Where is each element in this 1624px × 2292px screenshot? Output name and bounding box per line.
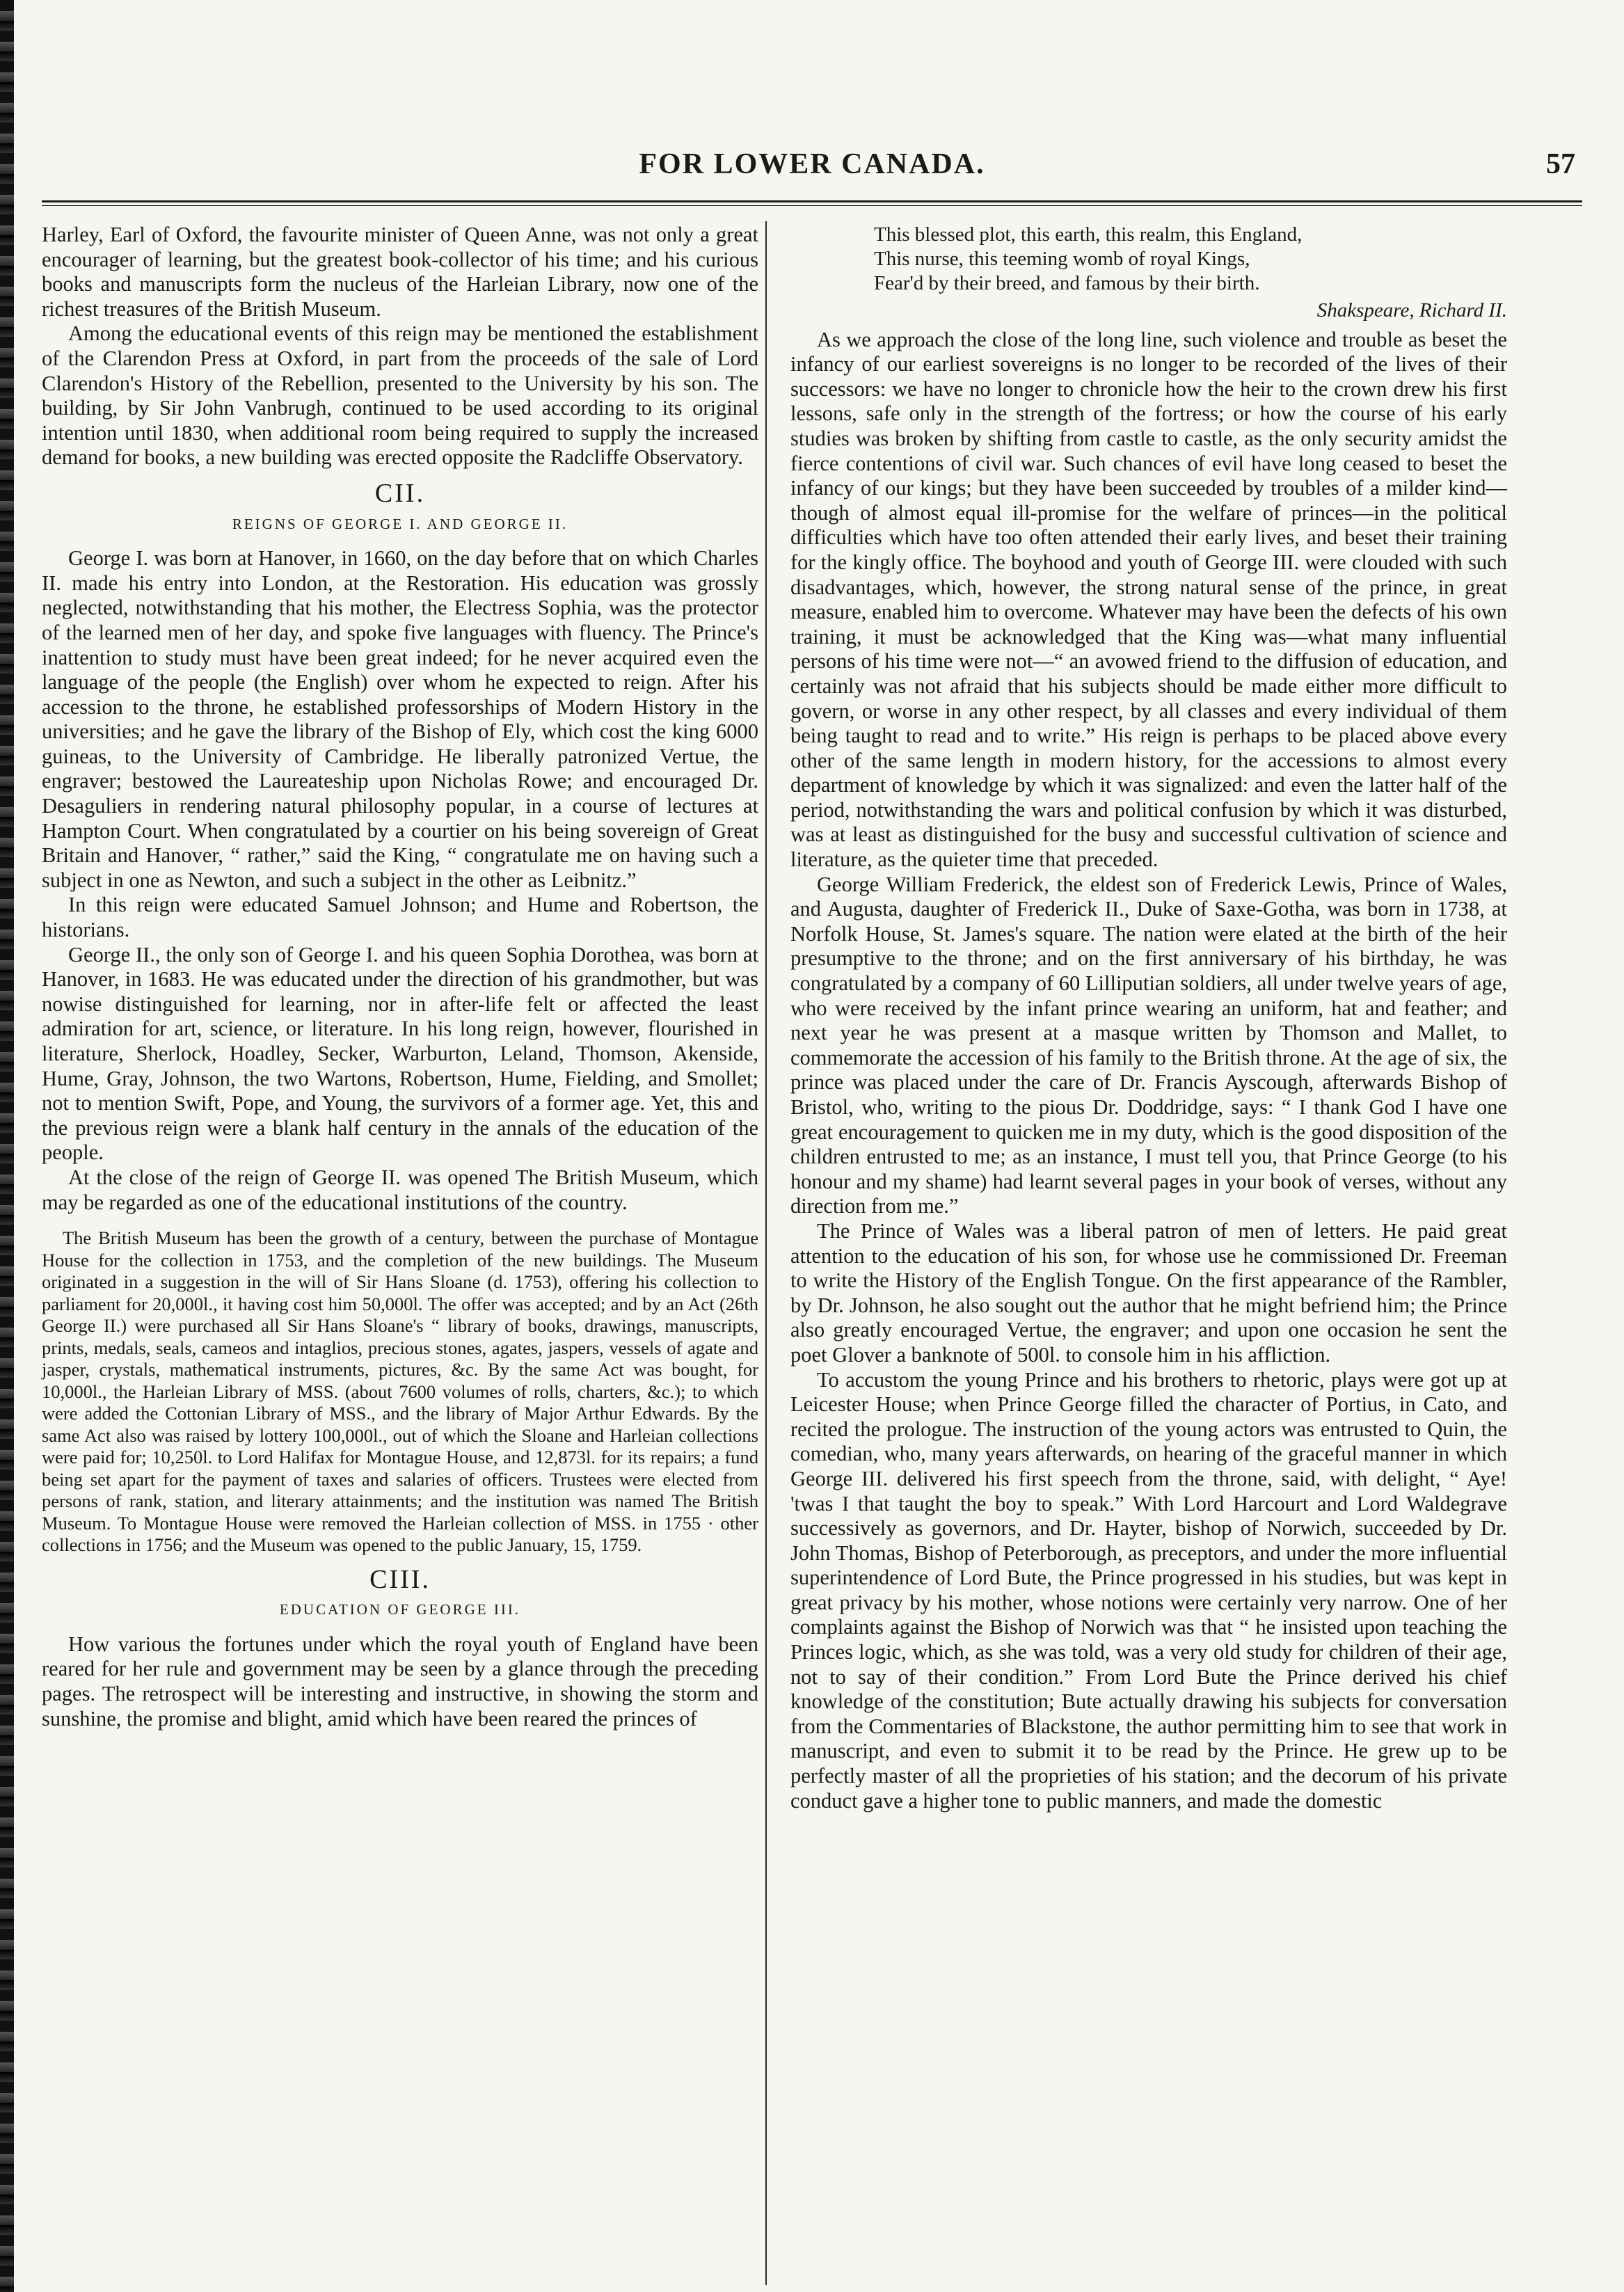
paragraph: As we approach the close of the long line, such violence and trouble as beset the infancy of our earliest sovereigns is no longer to be recorded of the lives of their successors: we have no longer to chronicle how the heir to the crown drew his first lessons, safe only in the strength of the fortress; or how the course of his early studies was broken by shifting from castle to castle, as the only security amidst the fierce contentions of civil war. Such chances of evil have long ceased to beset the infancy of our kings; but they have been succeeded by troubles of a milder kind—though of almost equal ill-promise for the welfare of princes—in the political difficulties which have too often attended their early lives, and beset their training for the kingly office. The boyhood and youth of George III. were clouded with such disadvantages, which, however, the strong natural sense of the prince, in great measure, enabled him to overcome. Whatever may have been the defects of his own training, it must be acknowledged that the King was—what many influential persons of his time were not—“ an avowed friend to the diffusion of education, and certainly was not afraid that his subjects should be made either more difficult to govern, or worse in any other respect, by all classes and every individual of them being taught to read and to write.” His reign is perhaps to be placed above every other of the same length in modern history, for the accessions to almost every department of knowledge by which it was signalized: and even the latter half of the period, notwithstanding the wars and political confusion by which it was disturbed, was at least as distinguished for the busy and successful cultivation of science and literature, as the quieter time that preceded.	[790, 327, 1507, 872]
footnote	[42, 1227, 758, 1557]
paragraph: George II., the only son of George I. and his queen Sophia Dorothea, was born at Hanover, in 1683. He was educated under the direction of his grandmother, but was nowise distinguished for learning, nor in after-life felt or affected the least admiration for art, science, or literature. In his long reign, however, flourished in literature, Sherlock, Hoadley, Secker, Warburton, Leland, Thomson, Akenside, Hume, Gray, Johnson, the two Wartons, Robertson, Hume, Fielding, and Smollet; not to mention Swift, Pope, and Young, the survivors of a former age. Yet, this and the previous reign were a blank half century in the annals of the education of the people.	[42, 942, 758, 1165]
verse-line: This nurse, this teeming womb of royal Kings,	[874, 248, 1250, 270]
paragraph: To accustom the young Prince and his brothers to rhetoric, plays were got up at Leicester House; when Prince George filled the character of Portius, in Cato, and recited the prologue. The instruction of the young actors was entrusted to Quin, the comedian, who, many years afterwards, on hearing of the graceful manner in which George III. delivered his first speech from the throne, said, with delight, “ Aye! 'twas I that taught the boy to speak.” With Lord Harcourt and Lord Waldegrave successively as governors, and Dr. Hayter, bishop of Norwich, succeeded by Dr. John Thomas, Bishop of Peterborough, as preceptors, and under the more influential superintendence of Lord Bute, the Prince progressed in his studies, but was kept in great privacy by his mother, whose notions were certainly very narrow. One of her complaints against the Bishop of Norwich was that “ he insisted upon teaching the Princes logic, which, as she was told, was a very old study for children of their age, not to say of their condition.” From Lord Bute the Prince derived his chief knowledge of the constitution; Bute actually drawing his subjects for conversation from the Commentaries of Blackstone, the author permitting him to see that work in manuscript, and even to submit it to be read by the Prince. He grew up to be perfectly master of all the proprieties of his station; and the decorum of his private conduct gave a higher tone to public manners, and made the domestic	[790, 1367, 1507, 1813]
footnote-text: The British Museum has been the growth of a century, between the purchase of Montague House for the collection in 1753, and the completion of the new buildings. The Museum originated in a suggestion in the will of Sir Hans Sloane (d. 1753), offering his collection to parliament for 20,000l., it having cost him 50,000l. The offer was accepted; and by an Act (26th George II.) were purchased all Sir Hans Sloane's “ library of books, drawings, manuscripts, prints, medals, seals, cameos and intaglios, precious stones, agates, jaspers, vessels of agate and jasper, crystals, mathematical instruments, pictures, &c. By the same Act was bought, for 10,000l., the Harleian Library of MSS. (about 7600 volumes of rolls, charters, &c.); to which were added the Cottonian Library of MSS., and the library of Major Arthur Edwards. By the same Act also was raised by lottery 100,000l., out of which the Sloane and Harleian collections were paid for; 10,250l. to Lord Halifax for Montague House, and 12,873l. for its repairs; a fund being set apart for the payment of taxes and salaries of officers. Trustees were elected from persons of rank, station, and literary attainments; and the institution was named The British Museum. To Montague House were removed the Harleian collection of MSS. in 1755 · other collections in 1756; and the Museum was opened to the public January, 15, 1759.	[42, 1227, 758, 1556]
page-number: 57	[1546, 148, 1575, 180]
verse-quote	[790, 223, 1507, 296]
scan-edge	[0, 0, 14, 2292]
paragraph: At the close of the reign of George II. was opened The British Museum, which may be regarded as one of the educational institutions of the country.	[42, 1165, 758, 1214]
paragraph: Among the educational events of this reign may be mentioned the establishment of the Clarendon Press at Oxford, in part from the proceeds of the sale of Lord Clarendon's History of the Rebellion, presented to the University by his son. The building, by Sir John Vanbrugh, continued to be used according to its original intention until 1830, when additional room being required to supply the increased demand for books, a new building was erected opposite the Radcliffe Observatory.	[42, 321, 758, 470]
paragraph: The Prince of Wales was a liberal patron of men of letters. He paid great attention to the education of his son, for whose use he commissioned Dr. Freeman to write the History of the English Tongue. On the first appearance of the Rambler, by Dr. Johnson, he also sought out the author that he might befriend him; the Prince also greatly encouraged Vertue, the engraver; and upon one occasion he sent the poet Glover a banknote of 500l. to console him in his affliction.	[790, 1218, 1507, 1367]
section-title: REIGNS OF GEORGE I. AND GEORGE II.	[232, 515, 568, 532]
right-column	[790, 223, 1507, 1813]
paragraph: Harley, Earl of Oxford, the favourite minister of Queen Anne, was not only a great encourager of learning, but the greatest book-collector of his time; and his curious books and manuscripts form the nucleus of the Harleian Library, now one of the richest treasures of the British Museum.	[42, 223, 758, 321]
paragraph: George I. was born at Hanover, in 1660, on the day before that on which Charles II. made his entry into London, at the Restoration. His education was grossly neglected, notwithstanding that his mother, the Electress Sophia, was the protector of the learned men of her day, and spoke five languages with fluency. The Prince's inattention to study must have been great indeed; for he never acquired even the language of the people (the English) over whom he expected to reign. After his accession to the throne, he established professorships of Modern History in the universities; and he gave the library of the Bishop of Ely, which cost the king 6000 guineas, to the University of Cambridge. He liberally patronized Vertue, the engraver; bestowed the Laureateship upon Nicholas Rowe; and encouraged Dr. Desaguliers in rendering natural philosophy popular, in a course of lectures at Hampton Court. When congratulated by a courtier on his being sovereign of Great Britain and Hanover, “ rather,” said the King, “ congratulate me on having such a subject in one as Newton, and such a subject in the other as Leibnitz.”	[42, 546, 758, 892]
paragraph: George William Frederick, the eldest son of Frederick Lewis, Prince of Wales, and Augusta, daughter of Frederick II., Duke of Saxe-Gotha, was born in 1738, at Norfolk House, St. James's square. The nation were elated at the birth of the heir presumptive to the throne; and on the first anniversary of his birthday, he was congratulated by a company of 60 Lilliputian soldiers, all under twelve years of age, who were received by the infant prince wearing an uniform, hat and feather; and next year he was present at a masque written by Thomson and Mallet, to commemorate the accession of his family to the British throne. At the age of six, the prince was placed under the care of Dr. Francis Ayscough, afterwards Bishop of Bristol, who, writing to the pious Dr. Doddridge, says: “ I thank God I have one great encouragement to quicken me in my duty, which is the good disposition of the children entrusted to me; as an instance, I must tell you, that Prince George (to his honour and my shame) had learnt several pages in your book of verses, without any direction from me.”	[790, 872, 1507, 1218]
verse-line: This blessed plot, this earth, this realm, this England,	[874, 223, 1303, 246]
section-title: EDUCATION OF GEORGE III.	[279, 1601, 521, 1618]
header-rule	[42, 200, 1582, 206]
verse-line: Fear'd by their breed, and famous by their birth.	[874, 272, 1260, 294]
paragraph: How various the fortunes under which the royal youth of England have been reared for her rule and government may be seen by a glance through the preceding pages. The retrospect will be interesting and instructive, in showing the storm and sunshine, the promise and blight, amid which have been reared the princes of	[42, 1632, 758, 1730]
paragraph: In this reign were educated Samuel Johnson; and Hume and Robertson, the historians.	[42, 893, 758, 942]
column-divider	[765, 221, 767, 2285]
section-number: CIII.	[369, 1564, 431, 1594]
section-number: CII.	[374, 478, 426, 508]
left-column	[42, 223, 758, 1731]
page-header	[42, 139, 1582, 195]
running-title: FOR LOWER CANADA.	[639, 148, 985, 180]
verse-attribution: Shakspeare, Richard II.	[1316, 299, 1507, 321]
